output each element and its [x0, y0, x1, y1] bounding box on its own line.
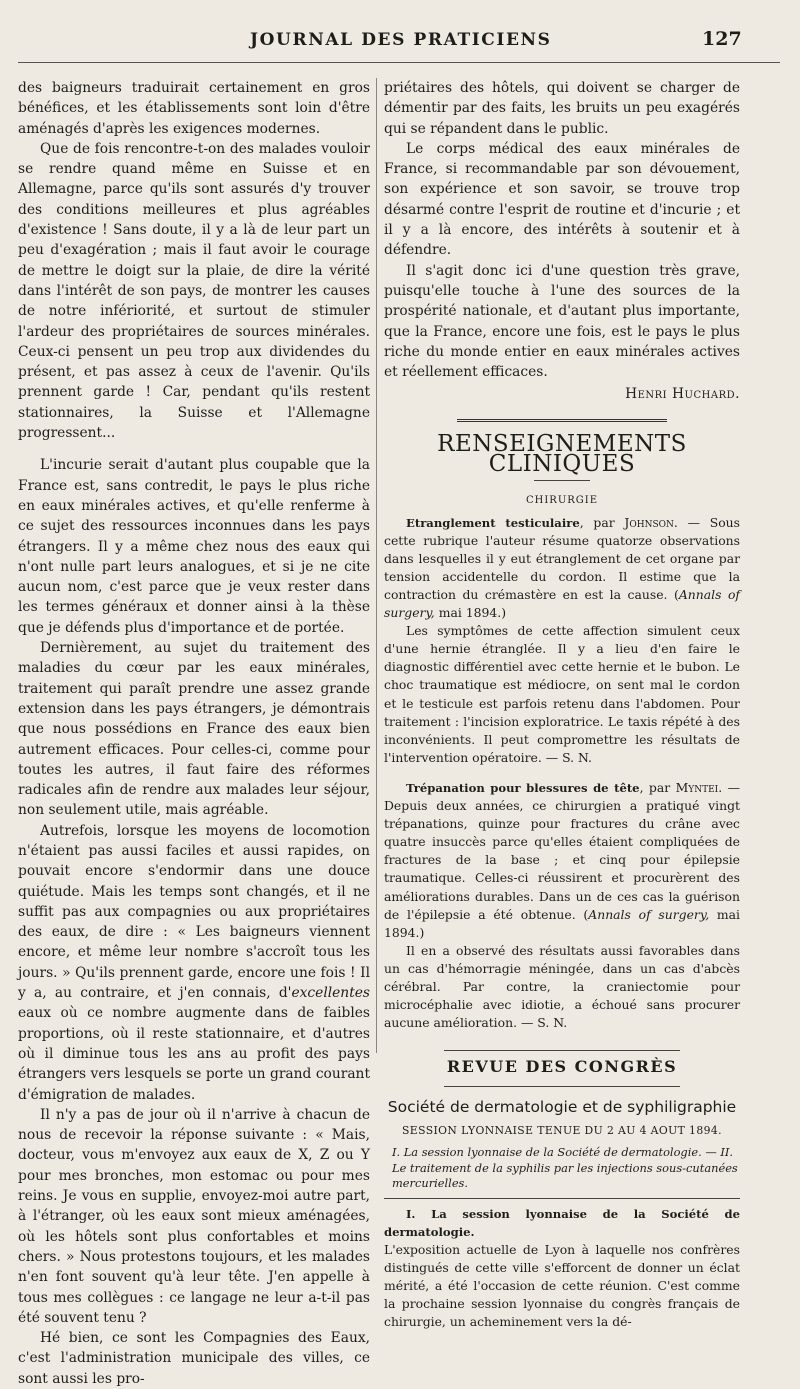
paragraph: Le corps médical des eaux minérales de France, si recommandable par son dévouement, son expérience et son savoir, se trouve trop désarmé contre l'esprit de routine et d'incurie ; et il y a là encore, des intérêts à soutenir et à défendre. [384, 140, 740, 259]
article-paragraph: Trépanation pour blessures de tête, par Myntei. — Depuis deux années, ce chirurgien a pratiqué vingt trépanations, quinze pour fractures du crâne avec quatre insuccès parce qu'elles étaient compliquées de fractures de la base ; et cinq pour épilepsie traumatique. Celles-ci réussirent et procurèrent des améliorations durables. Dans un de ces cas la guérison de l'épilepsie a été obtenue. (Annals of surgery, mai 1894.) [384, 779, 740, 940]
article-paragraph: Etranglement testiculaire, par Johnson. — Sous cette rubrique l'auteur résume quatorze observations dans lesquelles il y eut étranglement de cet organe par tension accidentelle du cordon. Il estime que la contraction du crémastère en est la cause. (Annals of surgery, mai 1894.) [384, 514, 740, 621]
paragraph: des baigneurs traduirait certainement en gros bénéfices, et les établissements sont loin d'être aménagés d'après les exigences modernes. [18, 80, 370, 137]
article-heading: Trépanation pour blessures de tête [406, 780, 640, 795]
paragraph: Hé bien, ce sont les Compagnies des Eaux, c'est l'administration municipale des villes, ce sont aussi les pro- [18, 1330, 370, 1387]
running-header [0, 30, 800, 58]
section-rule [444, 1086, 680, 1087]
article-heading: I. La session lyonnaise de la Société de dermatologie. [384, 1206, 740, 1239]
article-paragraph: Il en a observé des résultats aussi favorables dans un cas d'hémorragie méningée, dans un cas d'abcès cérébral. Par contre, la craniectomie pour microcéphalie avec idiotie, a échoué sans procurer aucune amélioration. — S. N. [384, 942, 740, 1031]
article-heading: Etranglement testiculaire [406, 515, 580, 530]
paragraph [18, 821, 370, 1105]
reference: Annals of surgery, [384, 587, 740, 621]
author-signature: Henri Huchard. [625, 386, 740, 403]
paragraph: Il n'y a pas de jour où il n'arrive à chacun de nous de recevoir la réponse suivante : « Mais, docteur, vous m'envoyez aux eaux de X, Z ou Y pour mes bronches, mon estomac ou pour mes reins. Je vous en supplie, envoyez-moi autre part, à l'étranger, où les eaux sont mieux aménagées, où les hôtels sont plus confortables et moins chers. » Nous protestons toujours, et les malades n'en font souvent qu'à leur tête. J'en appelle à tous mes collègues : ce langage ne leur a-t-il pas été souvent tenu ? [18, 1106, 370, 1326]
congress-report [384, 1205, 740, 1332]
clinical-notes [384, 514, 740, 1033]
paragraph: L'incurie serait d'autant plus coupable que la France est, sans contredit, le pays le plus riche en eaux minérales actives, et qu'elle renferme à ce sujet des ressources inconnues dans les pays étrangers. Il y a même chez nous des eaux qui n'ont nulle part leurs analogues, et si je ne cite aucun nom, c'est parce que je veux rester dans les termes généraux et donner ainsi à la thèse que je défends plus d'importance et de portée. [18, 457, 370, 636]
paragraph: Dernièrement, au sujet du traitement des maladies du cœur par les eaux minérales, traitement qui paraît prendre une assez grande extension dans les pays étrangers, je démontrais que nous possédions en France des eaux bien autrement efficaces. Pour celles-ci, comme pour toutes les autres, il faut faire des réformes radicales afin de rendre aux malades leur séjour, non seulement utile, mais agréable. [18, 640, 370, 819]
article-paragraph: Les symptômes de cette affection simulent ceux d'une hernie étranglée. Il y a lieu d'en faire le diagnostic différentiel avec cette hernie et le bubon. Le choc traumatique est médiocre, on sent mal le cordon et le testicule est parfois retenu dans l'abdomen. Pour traitement : l'incision exploratrice. Le taxis répété à des inconvénients. Il peut compromettre les résultats de l'intervention opératoire. — S. N. [384, 623, 740, 765]
summary: I. La session lyonnaise de la Société de dermatologie. — II. Le traitement de la syphilis par les injections sous-cutanées mercurielles. [392, 1145, 738, 1191]
left-column [18, 78, 370, 1387]
right-column [384, 78, 740, 1330]
section-title: REVUE DES CONGRÈS [446, 1057, 678, 1077]
paragraph: Que de fois rencontre-t-on des malades vouloir se rendre quand même en Suisse et en Allemagne, parce qu'ils sont assurés d'y trouver des conditions meilleures et plus agréables d'existence ! Sans doute, il y a là de leur part un peu d'exagération ; mais il faut avoir le courage de mettre le doigt sur la plaie, de dire la vérité dans l'intérêt de son pays, de montrer les causes de notre infériorité, et surtout de stimuler l'ardeur des propriétaires de sources minérales. Ceux-ci pensent un peu trop aux dividendes du présent, et pas assez à ceux de l'avenir. Qu'ils prennent garde ! Car, pendant qu'ils restent stationnaires, la Suisse et l'Allemagne progressent... [18, 140, 370, 442]
paragraph: priétaires des hôtels, qui doivent se charger de démentir par des faits, les bruits un peu exagérés qui se répandent dans le public. [384, 80, 740, 137]
session-line: SESSION LYONNAISE TENUE DU 2 AU 4 AOUT 1894. [402, 1123, 722, 1137]
journal-title: JOURNAL DES PRATICIENS [250, 30, 552, 50]
subheading: CHIRURGIE [525, 495, 599, 507]
society-title: Société de dermatologie et de syphiligraphie [387, 1097, 737, 1116]
paragraph: Il s'agit donc ici d'une question très grave, puisqu'elle touche à l'une des sources de la prospérité nationale, et d'autant plus importante, que la France, encore une fois, est le pays le plus riche du monde entier en eaux minérales actives et réellement efficaces. [384, 262, 740, 381]
column-divider [376, 78, 377, 1053]
summary-rule [384, 1198, 740, 1199]
section-rule [457, 419, 667, 424]
author-name: Myntei [675, 779, 719, 795]
section-title: RENSEIGNEMENTS CLINIQUES [437, 430, 687, 478]
section-rule [444, 1050, 680, 1051]
emphasis: excellentes [291, 985, 370, 1002]
article-paragraph: L'exposition actuelle de Lyon à laquelle nos confrères distingués de cette ville s'efforcent de donner un éclat mérité, a été l'occasion de cette réunion. C'est comme la prochaine session lyonnaise du congrès français de chirurgie, un acheminement vers la dé- [384, 1241, 740, 1330]
header-rule [18, 62, 780, 63]
text-run: eaux où ce nombre augmente dans de faibles proportions, où il reste stationnaire, et d'autres où il diminue tous les ans au profit des pays étrangers vers lesquels se porte un grand courant d'émigration de malades. [18, 1005, 370, 1103]
page-number: 127 [702, 28, 742, 50]
author-name: Johnson [624, 514, 674, 530]
article-paragraph [384, 1205, 740, 1241]
short-rule [534, 480, 590, 481]
reference: Annals of surgery, [588, 906, 710, 922]
text-run: Autrefois, lorsque les moyens de locomotion n'étaient pas aussi faciles et aussi rapides, on pouvait encore s'endormir dans une douce quiétude. Mais les temps sont changés, et il ne suffit pas aux compagnies ou aux propriétaires des eaux, de dire : « Les baigneurs viennent encore, et même leur nombre s'accroît tous les jours. » Qu'ils prennent garde, encore une fois ! Il y a, au contraire, et j'en connais, d' [18, 822, 370, 1002]
